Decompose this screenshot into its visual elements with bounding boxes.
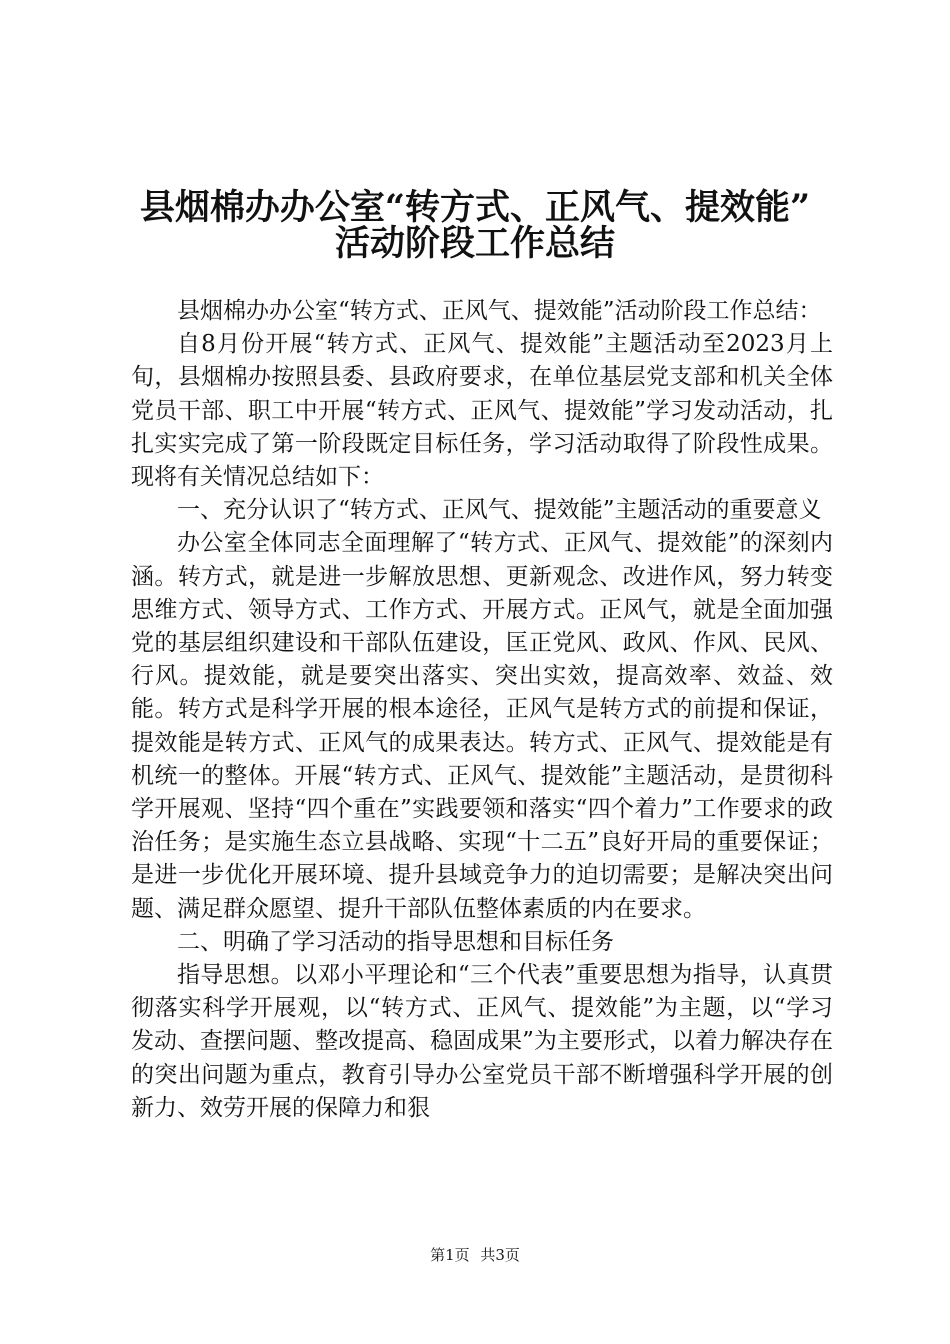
paragraph-section-1: 办公室全体同志全面理解了“转方式、正风气、提效能”的深刻内涵。转方式，就是进一步解放思想、更新观念、改进作风，努力转变思维方式、领导方式、工作方式、开展方式。正风气，就是全面加强党的基层组织建设和干部队伍建设，匡正党风、政风、作风、民风、行风。提效能，就是要突出落实、突出实效，提高效率、效益、效能。转方式是科学开展的根本途径，正风气是转方式的前提和保证，提效能是转方式、正风气的成果表达。转方式、正风气、提效能是有机统一的整体。开展“转方式、正风气、提效能”主题活动，是贯彻科学开展观、坚持“四个重在”实践要领和落实“四个着力”工作要求的政治任务；是实施生态立县战略、实现“十二五”良好开局的重要保证；是进一步优化开展环境、提升县域竞争力的迫切需要；是解决突出问题、满足群众愿望、提升干部队伍整体素质的内在要求。 bbox=[131, 530, 833, 922]
section-heading-2: 二、明确了学习活动的指导思想和目标任务 bbox=[177, 928, 614, 955]
document-title-line-2: 活动阶段工作总结 bbox=[334, 223, 615, 264]
paragraph-guiding-thought: 指导思想。以邓小平理论和“三个代表”重要思想为指导，认真贯彻落实科学开展观，以“转方式、正风气、提效能”为主题，以“学习发动、查摆问题、整改提高、稳固成果”为主要形式，以着力解决存在的突出问题为重点，教育引导办公室党员干部不断增强科学开展的创新力、效劳开展的保障力和狠 bbox=[131, 962, 833, 1121]
page-footer bbox=[0, 1245, 950, 1265]
section-heading-1: 一、充分认识了“转方式、正风气、提效能”主题活动的重要意义 bbox=[177, 497, 822, 524]
page-number: 第1页 bbox=[430, 1246, 470, 1264]
paragraph-intro: 县烟棉办办公室“转方式、正风气、提效能”活动阶段工作总结： bbox=[177, 298, 822, 324]
paragraph-overview: 自8月份开展“转方式、正风气、提效能”主题活动至2023月上旬，县烟棉办按照县委、县政府要求，在单位基层党支部和机关全体党员干部、职工中开展“转方式、正风气、提效能”学习发动活动，扎扎实实完成了第一阶段既定目标任务，学习活动取得了阶段性成果。现将有关情况总结如下： bbox=[131, 331, 833, 491]
document-body bbox=[131, 295, 833, 1125]
page-total: 共3页 bbox=[480, 1246, 520, 1264]
document-title-line-1: 县烟棉办办公室“转方式、正风气、提效能” bbox=[139, 187, 811, 228]
